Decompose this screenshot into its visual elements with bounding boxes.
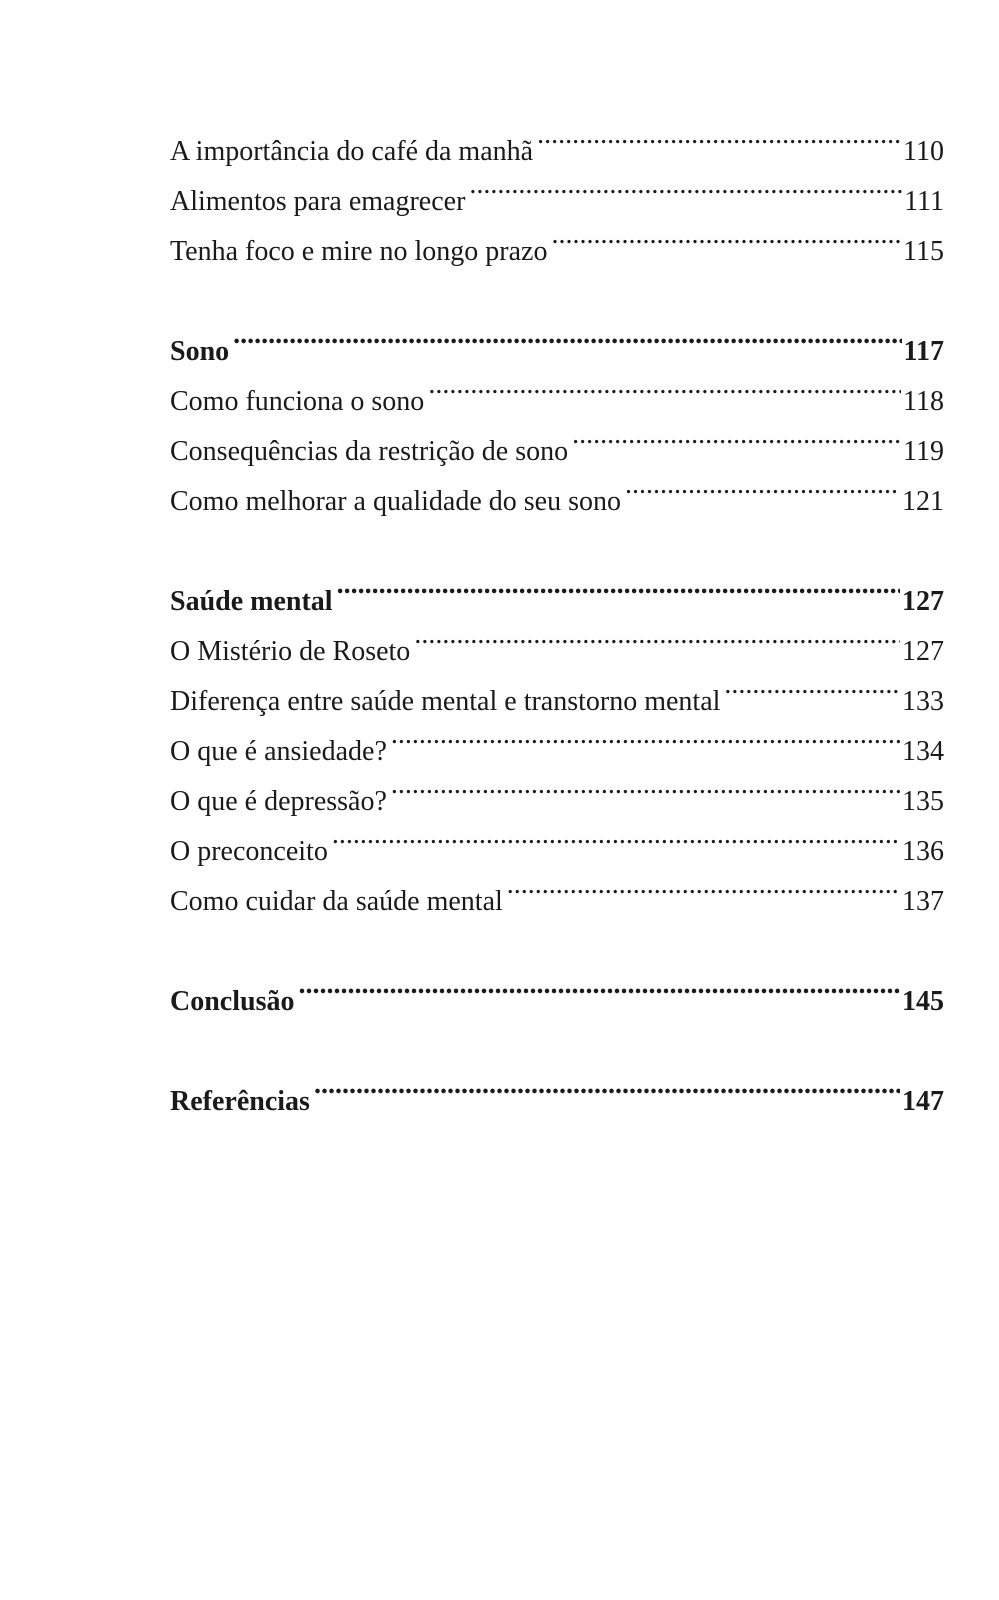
toc-entry-page: 135 bbox=[902, 786, 944, 817]
toc-entry-title: O Mistério de Roseto bbox=[170, 636, 411, 667]
toc-entry-title: Como melhorar a qualidade do seu sono bbox=[170, 486, 622, 517]
table-of-contents bbox=[170, 110, 944, 1160]
toc-chapter-page: 127 bbox=[902, 586, 944, 617]
toc-leader-dots bbox=[428, 360, 901, 410]
toc-entry bbox=[170, 360, 944, 417]
toc-group bbox=[170, 960, 944, 1017]
toc-chapter-page: 145 bbox=[902, 986, 944, 1017]
toc-leader-dots bbox=[298, 960, 900, 1010]
toc-leader-dots bbox=[414, 610, 900, 660]
toc-entry-page: 133 bbox=[902, 686, 944, 717]
toc-entry bbox=[170, 110, 944, 167]
toc-leader-dots bbox=[507, 860, 900, 910]
toc-chapter-page: 147 bbox=[902, 1086, 944, 1117]
toc-entry-page: 110 bbox=[903, 136, 944, 167]
toc-leader-dots bbox=[337, 560, 900, 610]
toc-entry-title: Diferença entre saúde mental e transtorno mental bbox=[170, 686, 721, 717]
toc-chapter-title: Conclusão bbox=[170, 986, 295, 1017]
toc-group bbox=[170, 1060, 944, 1117]
toc-entry-page: 115 bbox=[903, 236, 944, 267]
toc-chapter-entry bbox=[170, 560, 944, 617]
toc-chapter-entry bbox=[170, 960, 944, 1017]
toc-entry-page: 127 bbox=[902, 636, 944, 667]
toc-leader-dots bbox=[391, 710, 900, 760]
toc-entry-title: Como funciona o sono bbox=[170, 386, 425, 417]
toc-entry-page: 111 bbox=[904, 186, 944, 217]
toc-entry-title: O que é ansiedade? bbox=[170, 736, 387, 767]
toc-entry-title: A importância do café da manhã bbox=[170, 136, 534, 167]
toc-group bbox=[170, 310, 944, 517]
toc-group bbox=[170, 110, 944, 267]
toc-leader-dots bbox=[391, 760, 900, 810]
toc-entry-title: Como cuidar da saúde mental bbox=[170, 886, 503, 917]
toc-leader-dots bbox=[537, 110, 901, 160]
toc-leader-dots bbox=[551, 210, 901, 260]
toc-leader-dots bbox=[625, 460, 900, 510]
toc-leader-dots bbox=[572, 410, 901, 460]
toc-leader-dots bbox=[233, 310, 901, 360]
toc-chapter-entry bbox=[170, 310, 944, 367]
toc-entry-page: 136 bbox=[902, 836, 944, 867]
toc-entry-page: 118 bbox=[903, 386, 944, 417]
toc-entry-page: 119 bbox=[903, 436, 944, 467]
toc-entry-title: Consequências da restrição de sono bbox=[170, 436, 569, 467]
toc-entry-page: 121 bbox=[902, 486, 944, 517]
toc-chapter-title: Referências bbox=[170, 1086, 310, 1117]
toc-entry-page: 134 bbox=[902, 736, 944, 767]
toc-entry-title: Alimentos para emagrecer bbox=[170, 186, 466, 217]
toc-leader-dots bbox=[332, 810, 900, 860]
toc-entry-title: O que é depressão? bbox=[170, 786, 387, 817]
toc-chapter-title: Sono bbox=[170, 336, 230, 367]
toc-group bbox=[170, 560, 944, 917]
toc-entry-title: Tenha foco e mire no longo prazo bbox=[170, 236, 548, 267]
toc-leader-dots bbox=[314, 1060, 900, 1110]
toc-chapter-page: 117 bbox=[903, 336, 944, 367]
toc-leader-dots bbox=[469, 160, 902, 210]
toc-entry-title: O preconceito bbox=[170, 836, 328, 867]
toc-entry-page: 137 bbox=[902, 886, 944, 917]
toc-leader-dots bbox=[724, 660, 900, 710]
toc-chapter-entry bbox=[170, 1060, 944, 1117]
toc-chapter-title: Saúde mental bbox=[170, 586, 333, 617]
